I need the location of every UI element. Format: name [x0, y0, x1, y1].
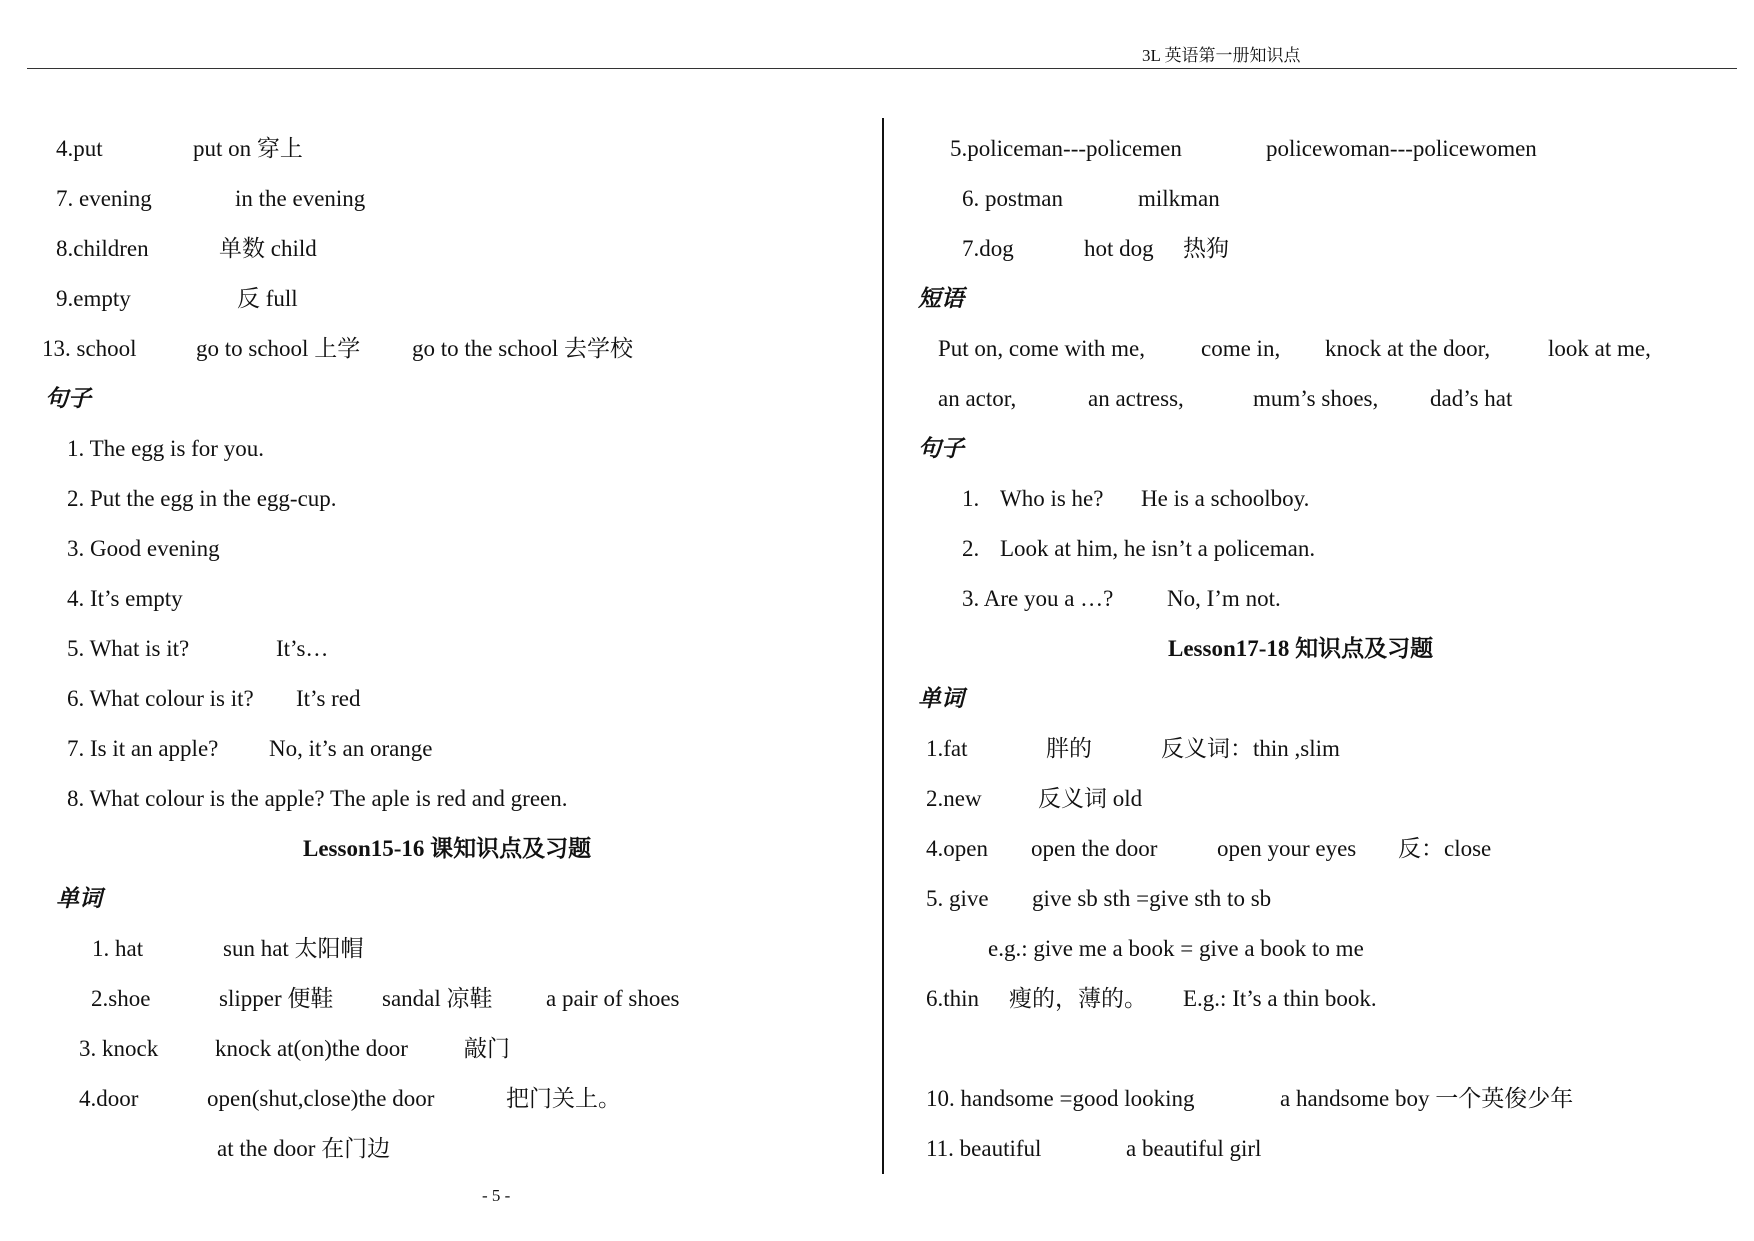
entry-term: 6. postman	[962, 186, 1063, 211]
entry-detail: 反 full	[237, 286, 298, 311]
entry-detail: put on 穿上	[193, 136, 303, 161]
entry-term: 11. beautiful	[926, 1136, 1042, 1161]
entry-detail: 反义词 old	[1038, 786, 1143, 811]
entry-detail: hot dog	[1084, 236, 1154, 261]
entry-detail: go to the school 去学校	[412, 336, 634, 361]
phrase-text: an actress,	[1088, 386, 1184, 411]
entry-term: 2.shoe	[91, 986, 151, 1011]
entry-detail: slipper 便鞋	[219, 986, 334, 1011]
label-text: 句子	[918, 436, 964, 461]
entry-detail: 敲门	[464, 1036, 510, 1061]
entry-detail: sandal 凉鞋	[382, 986, 493, 1011]
entry-detail: 瘦的，薄的。	[1009, 986, 1147, 1011]
example-text: e.g.: give me a book = give a book to me	[988, 936, 1364, 961]
label-text: 短语	[918, 286, 964, 311]
label-text: 单词	[918, 686, 964, 711]
entry-term: 7. evening	[56, 186, 152, 211]
sentence-answer: No, I’m not.	[1167, 586, 1281, 611]
entry-term: 13. school	[42, 336, 137, 361]
sentence-text: Look at him, he isn’t a policeman.	[1000, 536, 1316, 561]
sentence-text: Who is he?	[1000, 486, 1104, 511]
page-number: - 5 -	[482, 1186, 511, 1205]
entry-term: 10. handsome =good looking	[926, 1086, 1195, 1111]
sentence-text: 7. Is it an apple?	[67, 736, 219, 761]
phrase-text: mum’s shoes,	[1253, 386, 1379, 411]
sentence-text: 5. What is it?	[67, 636, 190, 661]
phrase-text: knock at the door,	[1325, 336, 1491, 361]
sentence-text: 3. Good evening	[67, 536, 220, 561]
entry-detail: a handsome boy 一个英俊少年	[1280, 1086, 1574, 1111]
entry-detail: E.g.: It’s a thin book.	[1183, 986, 1377, 1011]
entry-detail: open(shut,close)the door	[207, 1086, 435, 1111]
sentence-text: 1. The egg is for you.	[67, 436, 264, 461]
entry-detail: 单数 child	[219, 236, 317, 261]
column-divider	[882, 118, 884, 1174]
entry-term: 4.door	[79, 1086, 139, 1111]
phrase-text: an actor,	[938, 386, 1017, 411]
entry-detail: a pair of shoes	[546, 986, 680, 1011]
sentence-answer: It’s red	[296, 686, 361, 711]
phrase-text: Put on, come with me,	[938, 336, 1145, 361]
entry-detail: sun hat 太阳帽	[223, 936, 364, 961]
sentence-text: 3. Are you a …?	[962, 586, 1114, 611]
entry-term: 1.fat	[926, 736, 968, 761]
entry-detail: open your eyes	[1217, 836, 1357, 861]
label-text: 句子	[45, 386, 91, 411]
entry-term: 5. give	[926, 886, 989, 911]
entry-detail: in the evening	[235, 186, 366, 211]
entry-detail: at the door 在门边	[217, 1136, 391, 1161]
sentence-text: 6. What colour is it?	[67, 686, 254, 711]
entry-term: 6.thin	[926, 986, 980, 1011]
entry-term: 1. hat	[92, 936, 144, 961]
entry-detail: knock at(on)the door	[215, 1036, 408, 1061]
header-rule	[27, 68, 1737, 69]
entry-detail: open the door	[1031, 836, 1158, 861]
entry-term: 4.open	[926, 836, 988, 861]
entry-term: 2.new	[926, 786, 982, 811]
lesson-heading-text: Lesson17-18 知识点及习题	[1168, 636, 1434, 661]
entry-detail: policewoman---policewomen	[1266, 136, 1537, 161]
entry-detail: go to school 上学	[196, 336, 361, 361]
entry-term: 4.put	[56, 136, 103, 161]
page-header-title: 3L 英语第一册知识点	[1142, 46, 1301, 65]
sentence-text: 2. Put the egg in the egg-cup.	[67, 486, 337, 511]
sentence-answer: No, it’s an orange	[269, 736, 433, 761]
entry-term: 8.children	[56, 236, 149, 261]
entry-term: 5.policeman---policemen	[950, 136, 1182, 161]
sentence-number: 2.	[962, 536, 980, 561]
entry-detail: milkman	[1138, 186, 1220, 211]
sentence-number: 1.	[962, 486, 980, 511]
entry-term: 9.empty	[56, 286, 131, 311]
entry-term: 7.dog	[962, 236, 1014, 261]
sentence-answer: He is a schoolboy.	[1141, 486, 1310, 511]
entry-detail: give sb sth =give sth to sb	[1032, 886, 1272, 911]
entry-detail: 胖的	[1046, 736, 1092, 761]
sentence-text: 4. It’s empty	[67, 586, 183, 611]
entry-detail: 反：close	[1398, 836, 1492, 861]
label-text: 单词	[56, 886, 102, 911]
entry-detail: 把门关上。	[506, 1086, 621, 1111]
entry-detail: 热狗	[1183, 236, 1229, 261]
entry-detail: 反义词：thin ,slim	[1161, 736, 1340, 761]
phrase-text: come in,	[1201, 336, 1281, 361]
phrase-text: look at me,	[1548, 336, 1651, 361]
entry-detail: a beautiful girl	[1126, 1136, 1262, 1161]
lesson-heading-text: Lesson15-16 课知识点及习题	[303, 836, 592, 861]
sentence-text: 8. What colour is the apple? The aple is red and green.	[67, 786, 568, 811]
phrase-text: dad’s hat	[1430, 386, 1513, 411]
entry-term: 3. knock	[79, 1036, 159, 1061]
sentence-answer: It’s…	[276, 636, 329, 661]
